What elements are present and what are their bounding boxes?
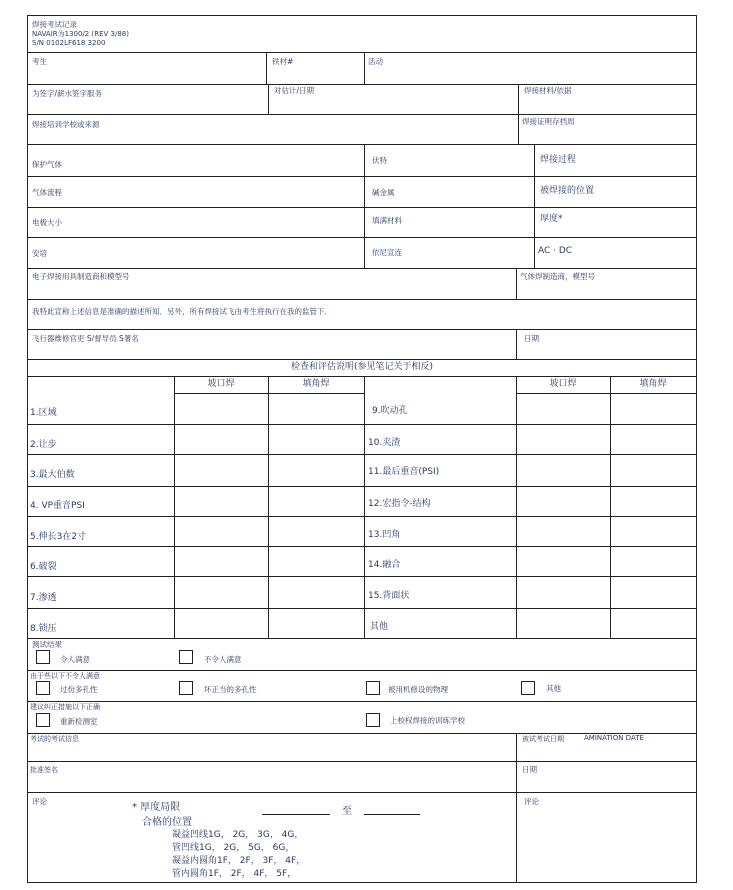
check-item-right: 12.宏指令-结构 [368,499,431,509]
check-item-left: 7.渗透 [30,593,57,603]
pass-label: 令人满意 [60,655,90,664]
divider [610,376,611,638]
ac-dc-label: AC · DC [538,246,573,256]
check-item-right: 9.吹动孔 [372,406,408,416]
inspection-title: 检查和评估说明(参见笔记关于相反) [290,362,434,372]
remarks-label-right: 评论 [524,797,539,806]
divider [518,114,519,144]
divider [28,299,696,300]
porosity-label: 过份多孔性 [60,685,98,694]
fillet-weld-header: 填角焊 [302,379,330,389]
divider [28,359,696,360]
divider [28,268,696,269]
pass-checkbox[interactable] [36,650,50,664]
cert-exam-label: 焊接证明存档周 [522,117,575,126]
divider [174,376,175,638]
results-label: 测试结果 [32,640,62,649]
filler-label: 填满材料 [372,216,402,225]
examiner-label: 考试的考试信息 [30,735,79,743]
divider [28,207,696,208]
divider [268,376,269,638]
divider [28,670,696,671]
shield-gas-label: 保护气体 [32,160,62,169]
retest-checkbox[interactable] [36,713,50,727]
divider [28,761,696,762]
divider [516,329,517,359]
form-serial: S/N 0102LF618 3200 [32,39,106,47]
divider [28,792,696,793]
other-checkbox[interactable] [521,681,535,695]
process-label: 焊接过程 [540,155,577,165]
position-line-4: 管内圆角1F， 2F， 4F， 5F， [172,869,297,879]
groove-weld-header-right: 坡口焊 [549,379,577,389]
fail-checkbox[interactable] [179,650,193,664]
supervisor-label: 飞行器维修官吏 S/督导员 S署名 [32,334,139,343]
incomplete-checkbox[interactable] [179,681,193,695]
thickness-min-line [262,814,330,815]
amps-label: 安培 [32,249,47,258]
divider [174,393,364,394]
thickness-note: * 厚度局限 [132,802,181,813]
divider [28,376,696,377]
check-item-left: 3.最大伯数 [30,470,75,480]
electrode-size-label: 电极大小 [32,218,62,227]
retest-label: 重新检测室 [60,717,98,726]
divider [28,608,696,609]
procedure-checkbox[interactable] [366,681,380,695]
divider [28,454,696,455]
recommend-label: 建议纠正措施以下正确 [30,703,100,711]
position-line-3: 凝益内圆角1F， 2F， 3F， 4F， [172,856,306,866]
check-item-left: 6.破裂 [30,562,57,572]
divider [28,486,696,487]
divider [28,701,696,702]
check-item-left: 2.让步 [30,440,57,450]
divider [516,376,517,638]
exam-date-en: AMINATION DATE [584,734,644,742]
approve-label: 批准签名 [30,766,58,774]
divider [516,393,696,394]
check-item-right: 14.融合 [368,560,401,570]
divider [28,144,696,145]
divider [364,376,365,638]
joint-label: 伏特 [372,156,387,165]
base-metal-label: 碱金属 [372,188,395,197]
check-item-right: 13.凹角 [368,530,401,540]
divider [518,84,519,114]
check-item-right: 11.最后重音(PSI) [368,467,440,477]
divider [534,144,535,268]
position-label: 被焊接的位置 [540,186,595,196]
other-label: 其他 [546,684,561,693]
check-item-right: 15.背面状 [368,591,410,601]
divider [28,84,696,85]
incomplete-label: 坏正当的多孔性 [204,685,257,694]
qualified-positions-label: 合格的位置 [142,817,192,828]
weld-test-record-form [27,15,697,883]
divider [268,84,269,114]
divider [266,52,267,84]
training-label: 上校权焊接的训练学校 [390,716,465,725]
divider [28,546,696,547]
examinee-label: 考生 [32,57,47,66]
supervisor-date-label: 日期 [524,334,539,343]
position-line-2: 管凹线1G， 2G， 5G， 6G， [172,843,295,853]
backing-label: 依尼宣连 [372,248,402,257]
statement-text: 我特此宣称上述信息是准确的描述所知．另外，所有焊接试飞由考生将执行在我的监管下． [32,307,332,316]
unsat-label: 由于些以下不令人满意 [30,672,100,680]
groove-weld-header: 坡口焊 [207,379,235,389]
gas-flow-label: 气体流程 [32,188,62,197]
remarks-label: 评论 [32,797,47,806]
position-line-1: 凝益凹线1G， 2G， 3G， 4G， [172,830,304,840]
training-source-label: 焊接培训学校或来源 [32,120,100,129]
check-item-right: 其他 [370,622,389,632]
divider [364,52,365,84]
check-item-left: 5.伸长3在2寸 [30,532,87,542]
divider [28,516,696,517]
divider [28,576,696,577]
to-label: 至 [342,806,352,817]
exam-date-label: 被试考试日期 [522,735,564,743]
date-attempted-label: 对估计/日期 [274,86,315,95]
weld-material-label: 焊接材料/依据 [524,86,572,95]
thickness-max-line [364,814,420,815]
ssn-label: 为签字/薪水签字服务 [32,89,103,98]
fail-label: 不令人满意 [204,655,242,664]
divider [28,52,696,53]
check-item-right: 10.夹渣 [368,438,401,448]
procedure-label: 被用机修设的物理 [388,685,448,694]
fillet-weld-header-right: 填角焊 [639,379,667,389]
divider [28,114,696,115]
divider [28,237,696,238]
check-item-left: 1.区域 [30,408,57,418]
divider [364,144,365,268]
activity-label: 活动 [368,57,383,66]
divider [28,176,696,177]
porosity-checkbox[interactable] [36,681,50,695]
thickness-label: 厚度* [540,214,563,224]
form-title: 焊接考试记录 [32,20,77,29]
training-checkbox[interactable] [366,713,380,727]
approve-date-label: 日期 [522,765,537,774]
divider [28,329,696,330]
divider [28,638,696,639]
electronic-id-label: 电子焊接用具制造商和模型号 [32,272,130,281]
material-label: 铁材# [272,57,294,66]
divider [516,733,517,883]
divider [28,424,696,425]
check-item-left: 4. VP重音PSI [30,501,85,511]
form-code: NAVAIR为1300/2 (REV 3/88) [32,30,129,38]
divider [516,268,517,299]
gas-welder-id-label: 气体焊制造商，模型号 [520,272,595,281]
check-item-left: 8.锁压 [30,624,57,634]
